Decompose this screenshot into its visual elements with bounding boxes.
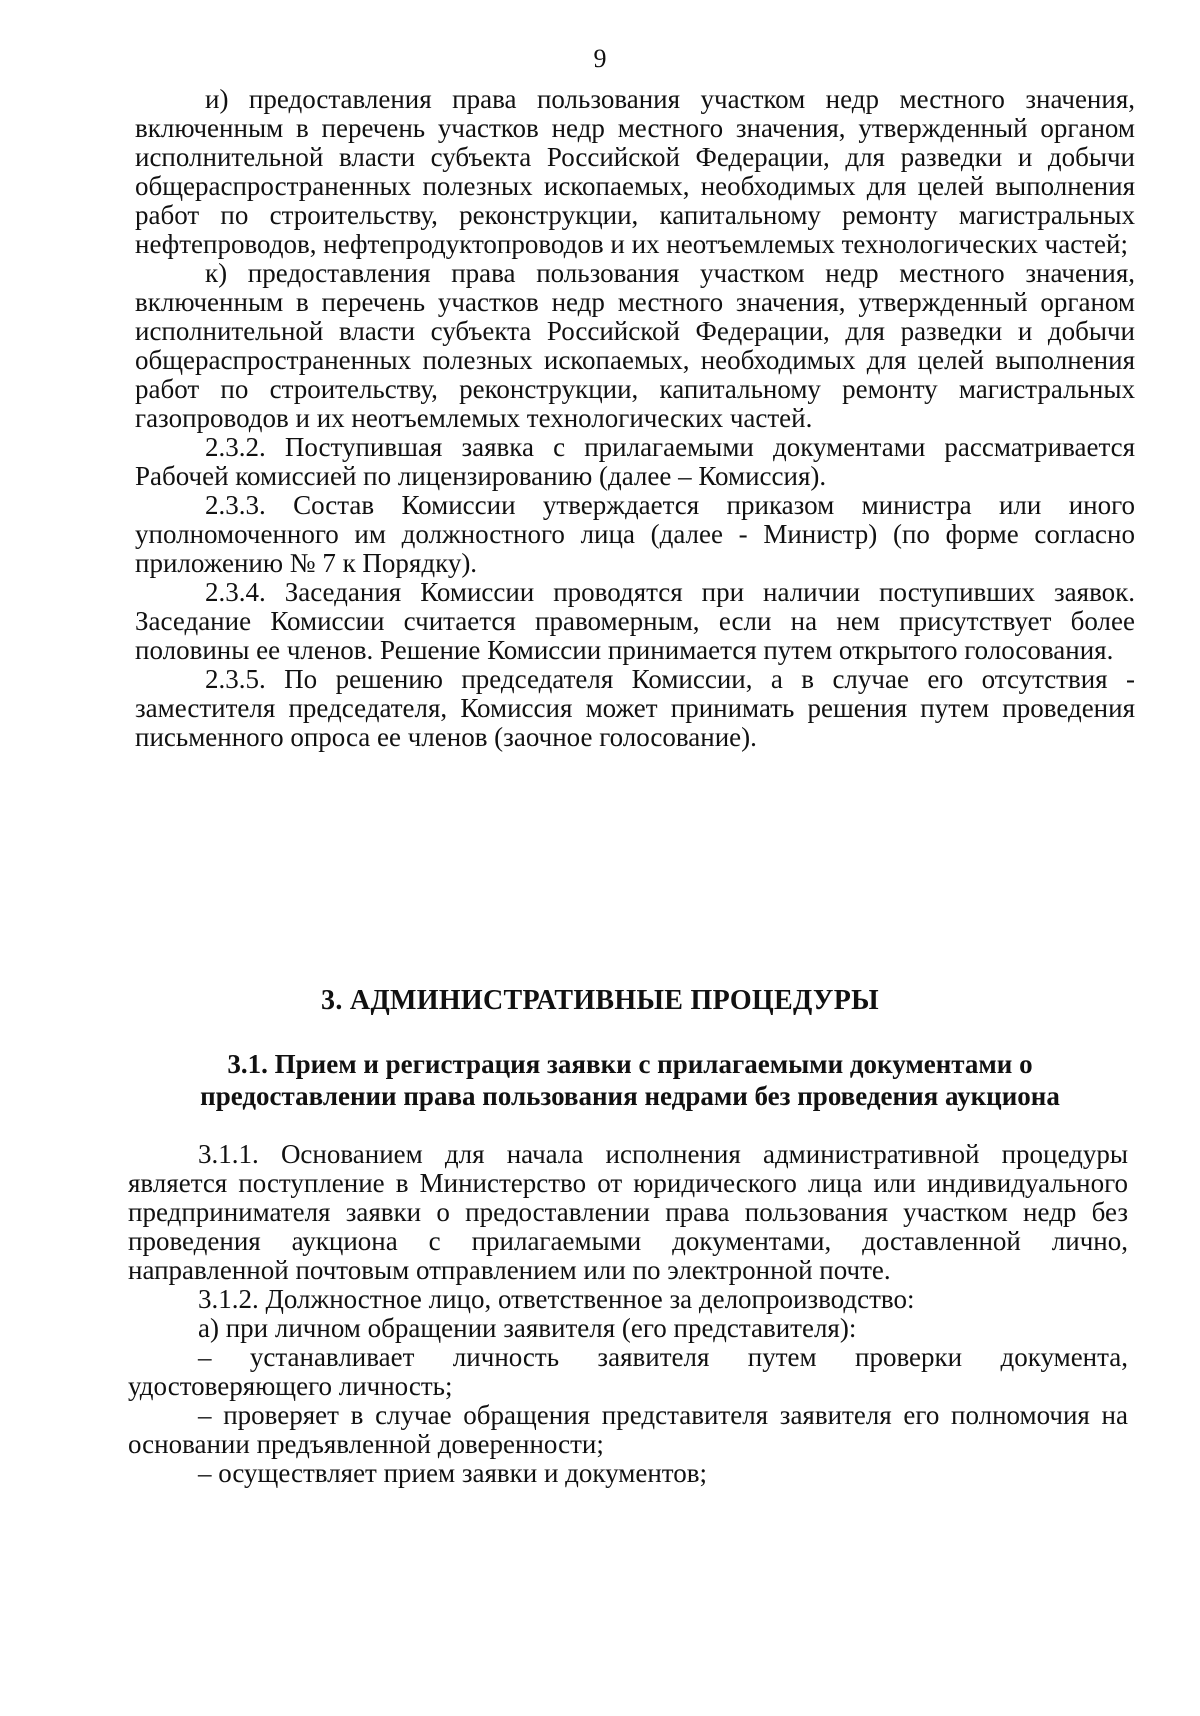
paragraph-3-1-1: 3.1.1. Основанием для начала исполнения административной процедуры является поступление в Министерство от юридического лица или индивидуального предпринимателя заявки о предоставлении права пользования участком недр без проведения аукциона с прилагаемыми документами, доставленной лично, направленной почтовым отправлением или по электронной почте. [128,1139,1128,1285]
paragraph-i: и) предоставления права пользования участком недр местного значения, включенным в перечень участков недр местного значения, утвержденный органом исполнительной власти субъекта Российской Федерации, для разведки и добычи общераспространенных полезных ископаемых, необходимых для целей выполнения работ по строительству, реконструкции, капитальному ремонту магистральных нефтепроводов, нефтепродуктопроводов и их неотъемлемых технологических частей; [135,84,1135,259]
paragraph-a: а) при личном обращении заявителя (его представителя): [198,1313,857,1343]
paragraph-k: к) предоставления права пользования участком недр местного значения, включенным в перечень участков недр местного значения, утвержденный органом исполнительной власти субъекта Российской Федерации, для разведки и добычи общераспространенных полезных ископаемых, необходимых для целей выполнения работ по строительству, реконструкции, капитальному ремонту магистральных газопроводов и их неотъемлемых технологических частей. [135,258,1135,433]
subsection-title-line-1: 3.1. Прием и регистрация заявки с прилагаемыми документами о [227,1049,1033,1079]
paragraph-2-3-4: 2.3.4. Заседания Комиссии проводятся при наличии поступивших заявок. Заседание Комиссии считается правомерным, если на нем присутствует более половины ее членов. Решение Комиссии принимается путем открытого голосования. [135,577,1135,665]
paragraphs-top [135,85,1135,752]
section-title: 3. АДМИНИСТРАТИВНЫЕ ПРОЦЕДУРЫ [321,985,879,1016]
subsection-title [130,1048,1130,1112]
subsection-title-line-2: предоставлении права пользования недрами без проведения аукциона [200,1081,1060,1111]
paragraph-2-3-2: 2.3.2. Поступившая заявка с прилагаемыми документами рассматривается Рабочей комиссией по лицензированию (далее – Комиссия). [135,432,1135,491]
paragraphs-bottom [128,1140,1128,1488]
list-item: – осуществляет прием заявки и документов; [198,1458,707,1488]
paragraph-3-1-2: 3.1.2. Должностное лицо, ответственное за делопроизводство: [198,1284,915,1314]
paragraph-2-3-3: 2.3.3. Состав Комиссии утверждается приказом министра или иного уполномоченного им должностного лица (далее - Министр) (по форме согласно приложению № 7 к Порядку). [135,490,1135,578]
paragraph-2-3-5: 2.3.5. По решению председателя Комиссии, а в случае его отсутствия - заместителя председателя, Комиссия может принимать решения путем проведения письменного опроса ее членов (заочное голосование). [135,664,1135,752]
list-item: – устанавливает личность заявителя путем проверки документа, удостоверяющего личность; [128,1342,1128,1401]
page-number: 9 [593,44,607,73]
list-item: – проверяет в случае обращения представителя заявителя его полномочия на основании предъявленной доверенности; [128,1400,1128,1459]
